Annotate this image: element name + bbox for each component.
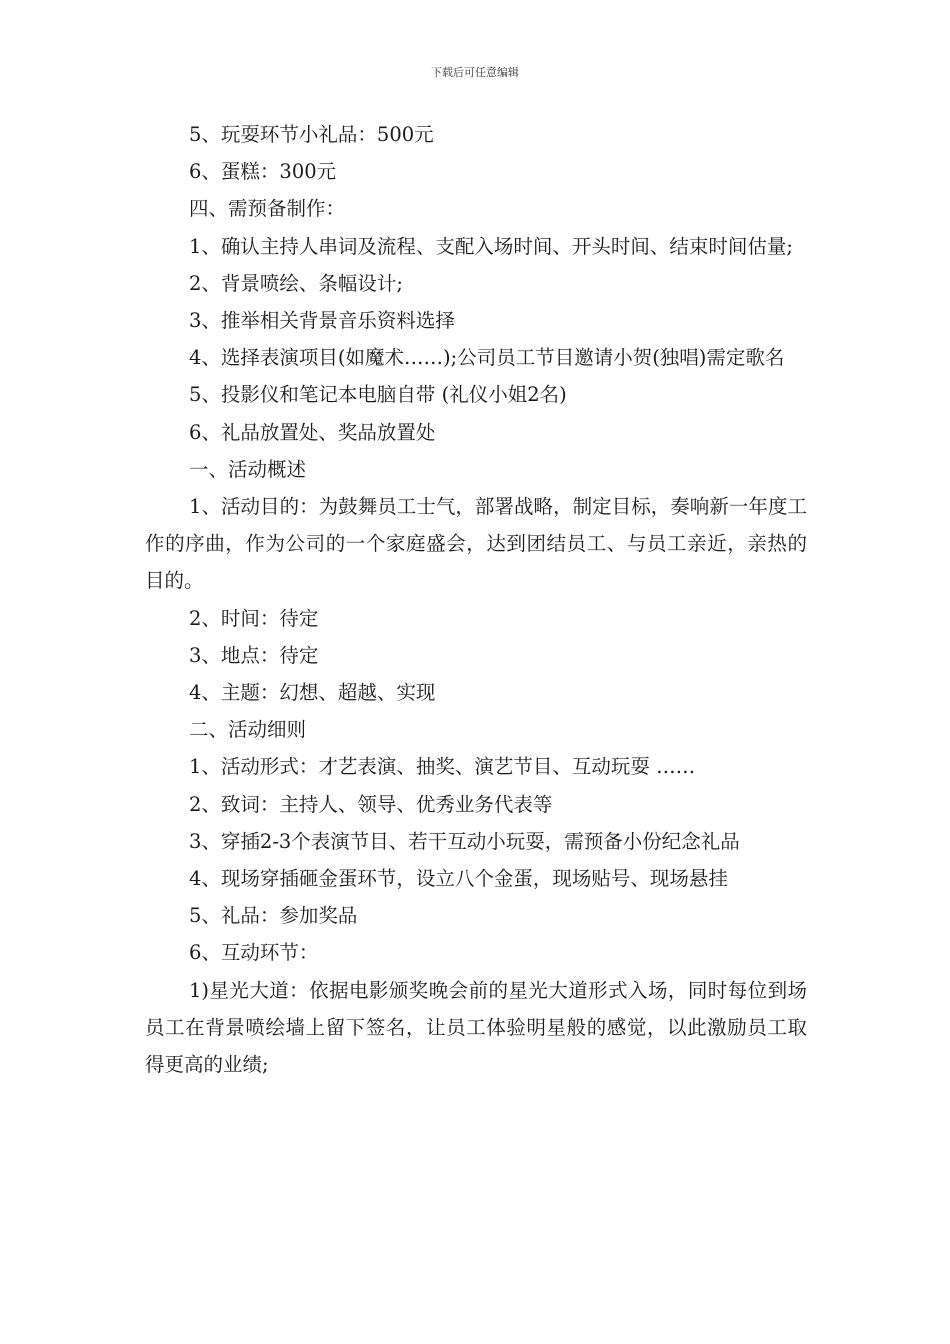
- paragraph: 1、活动目的：为鼓舞员工士气，部署战略，制定目标，奏响新一年度工作的序曲，作为公司的一个家庭盛会，达到团结员工、与员工亲近，亲热的目的。: [145, 495, 807, 593]
- paragraph: 1、活动形式：才艺表演、抽奖、演艺节目、互动玩耍 ……: [189, 755, 696, 779]
- paragraph: 3、穿插2-3个表演节目、若干互动小玩耍，需预备小份纪念礼品: [189, 829, 740, 853]
- paragraph: 4、选择表演项目(如魔术……);公司员工节目邀请小贺(独唱)需定歌名: [189, 346, 785, 370]
- paragraph: 1)星光大道：依据电影颁奖晚会前的星光大道形式入场，同时每位到场员工在背景喷绘墙上留下签名，让员工体验明星般的感觉，以此激励员工取得更高的业绩;: [145, 978, 807, 1077]
- paragraph: 2、时间：待定: [189, 606, 319, 630]
- paragraph: 3、推举相关背景音乐资料选择: [189, 309, 455, 333]
- paragraph: 5、投影仪和笔记本电脑自带 (礼仪小姐2名): [189, 383, 567, 407]
- paragraph: 6、互动环节：: [189, 941, 319, 965]
- paragraph: 4、现场穿插砸金蛋环节，设立八个金蛋，现场贴号、现场悬挂: [189, 867, 728, 891]
- paragraph: 3、地点：待定: [189, 643, 319, 667]
- paragraph: 5、玩耍环节小礼品：500元: [189, 123, 434, 146]
- paragraph: 2、致词：主持人、领导、优秀业务代表等: [189, 792, 553, 816]
- section-heading: 一、活动概述: [189, 457, 307, 481]
- paragraph: 2、背景喷绘、条幅设计;: [189, 271, 403, 295]
- paragraph: 1、确认主持人串词及流程、支配入场时间、开头时间、结束时间估量;: [189, 234, 793, 258]
- document-body: [145, 116, 807, 1083]
- section-heading: 二、活动细则: [189, 718, 307, 742]
- paragraph: 6、蛋糕：300元: [189, 160, 337, 184]
- paragraph: 6、礼品放置处、奖品放置处: [189, 420, 436, 444]
- section-heading: 四、需预备制作：: [189, 197, 346, 221]
- paragraph: 5、礼品：参加奖品: [189, 904, 358, 928]
- page-header: 下载后可任意编辑: [431, 66, 519, 79]
- paragraph: 4、主题：幻想、超越、实现: [189, 681, 436, 705]
